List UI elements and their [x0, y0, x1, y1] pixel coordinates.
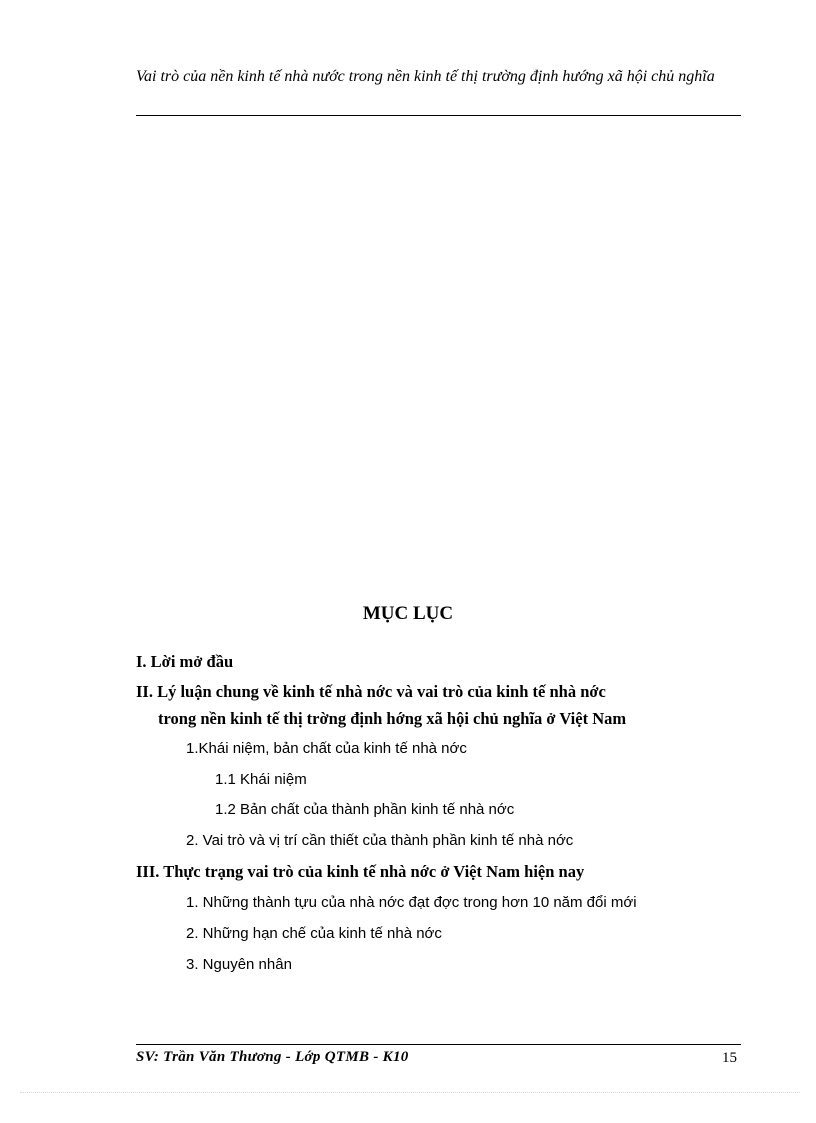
header-divider: [136, 115, 741, 116]
toc-item-2-2: 2. Vai trò và vị trí cần thiết của thành phần kinh tế nhà nớc: [186, 832, 574, 849]
toc-item-2-1: 1.Khái niệm, bản chất của kinh tế nhà nớc: [186, 740, 467, 757]
toc-section-3: III. Thực trạng vai trò của kinh tế nhà nớc ở Việt Nam hiện nay: [136, 862, 585, 881]
toc-item-3-3: 3. Nguyên nhân: [186, 956, 292, 973]
page-edge-divider: [20, 1092, 800, 1093]
toc-item-2-1-2: 1.2 Bản chất của thành phần kinh tế nhà nớc: [215, 801, 515, 818]
toc-item-2-1-1: 1.1 Khái niệm: [215, 771, 307, 788]
footer-divider: [136, 1044, 741, 1045]
footer-author: SV: Trần Văn Thương - Lớp QTMB - K10: [136, 1049, 409, 1065]
toc-item-3-2: 2. Những hạn chế của kinh tế nhà nớc: [186, 925, 442, 942]
toc-section-2-line-2: trong nền kinh tế thị trờng định hớng xã hội chủ nghĩa ở Việt Nam: [158, 709, 627, 728]
page-number: 15: [722, 1050, 737, 1066]
toc-section-2-line-1: II. Lý luận chung về kinh tế nhà nớc và vai trò của kinh tế nhà nớc: [136, 682, 606, 701]
toc-section-1: I. Lời mở đầu: [136, 652, 234, 671]
toc-title: MỤC LỤC: [362, 603, 454, 624]
toc-item-3-1: 1. Những thành tựu của nhà nớc đạt đợc trong hơn 10 năm đổi mới: [186, 894, 637, 911]
running-header-title: Vai trò của nền kinh tế nhà nước trong nền kinh tế thị trường định hướng xã hội chủ nghĩa: [136, 68, 715, 85]
